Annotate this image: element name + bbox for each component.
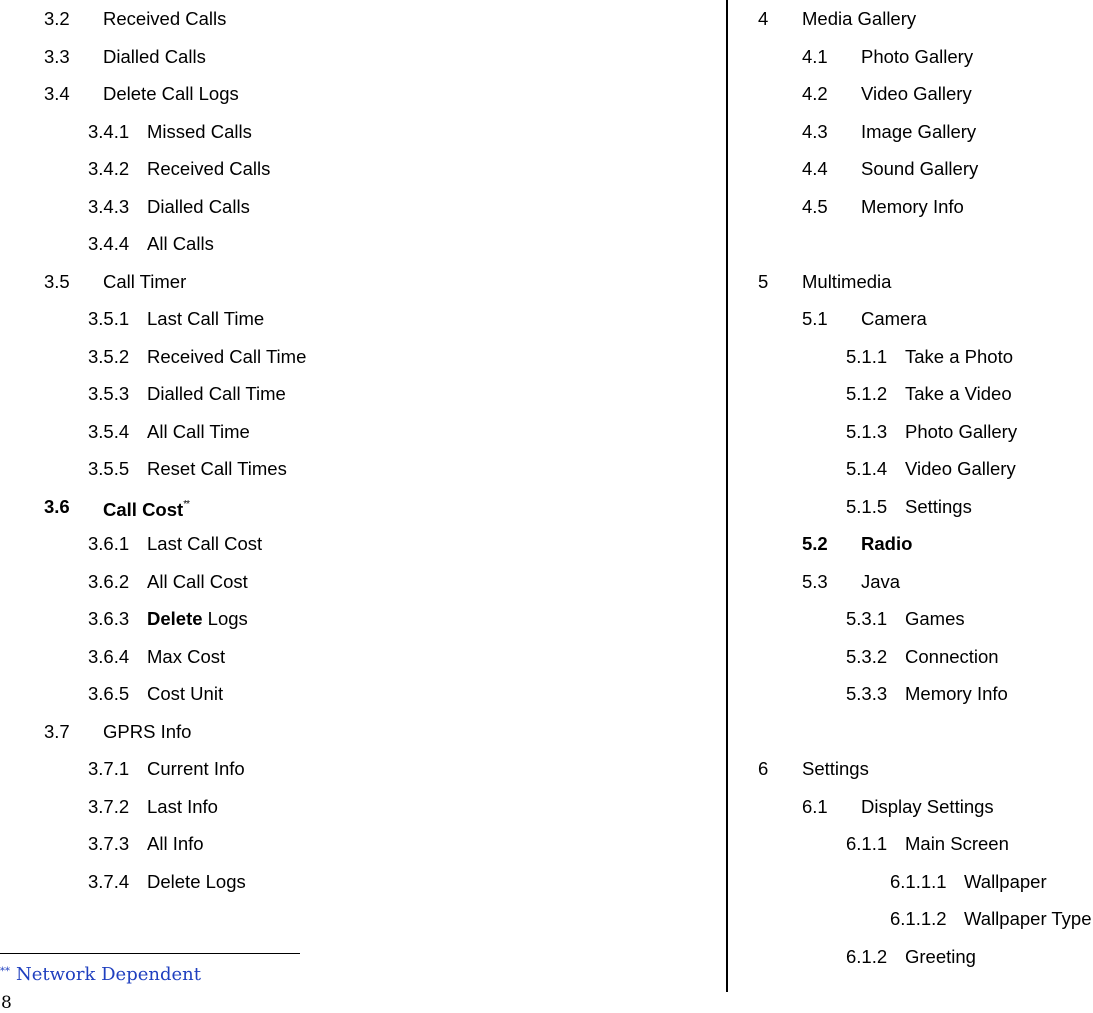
toc-entry-label-text: Max Cost (147, 645, 226, 667)
toc-entry-label (147, 608, 248, 630)
toc-entry-number: 6.1.1.1 (890, 870, 947, 892)
toc-entry-label-text: Last Info (147, 795, 218, 817)
toc-entry-label-text: All Info (147, 833, 204, 854)
toc-entry-label (147, 758, 245, 780)
toc-entry-label-text: Camera (861, 308, 927, 329)
toc-entry-number: 5.3.2 (846, 645, 888, 667)
toc-entry-label-emphasis: Delete (147, 608, 203, 629)
toc-entry-label-text: Last Call Cost (147, 533, 263, 554)
toc-entry-label (905, 833, 1009, 855)
toc-entry-label-text: All Call Time (147, 420, 250, 442)
toc-entry-label-text: Connection (905, 645, 999, 667)
toc-entry-label-text: Received Call Time (147, 345, 307, 367)
toc-entry-label (802, 8, 916, 30)
toc-entry-number: 3.5.4 (88, 420, 130, 442)
toc-entry-label (905, 608, 965, 630)
toc-entry-label (861, 796, 994, 818)
toc-entry-label (861, 83, 972, 105)
toc-entry-number: 5.1.2 (846, 383, 888, 404)
toc-entry-label-text: Image Gallery (861, 120, 977, 142)
toc-entry-number: 5.3.1 (846, 608, 888, 629)
toc-entry-number: 3.5.1 (88, 308, 130, 329)
toc-entry-label-text: Last Call Time (147, 308, 265, 329)
toc-entry-number: 4.3 (802, 120, 828, 142)
toc-entry-label-text: Delete Call Logs (103, 83, 239, 104)
toc-entry-label (964, 908, 1092, 930)
toc-entry-label (905, 683, 1008, 705)
toc-entry-label (103, 83, 239, 105)
toc-entry-label (802, 271, 891, 293)
toc-entry-number: 3.7.4 (88, 870, 130, 892)
toc-entry-label-text: Received Calls (103, 8, 227, 29)
toc-entry-label (147, 796, 218, 818)
toc-entry-label (147, 158, 270, 180)
toc-entry-number: 3.7.1 (88, 758, 130, 779)
toc-entry-number: 3.7.2 (88, 795, 130, 817)
toc-entry-number: 6.1 (802, 795, 828, 817)
toc-entry-label (861, 308, 927, 330)
toc-entry-number: 5.2 (802, 533, 828, 554)
toc-entry-number: 3.6.5 (88, 683, 130, 704)
toc-entry-number: 4.2 (802, 83, 828, 104)
toc-entry-number: 4.4 (802, 158, 828, 179)
toc-entry-number: 3.4.1 (88, 120, 130, 142)
toc-entry-number: 3.4.2 (88, 158, 130, 179)
toc-entry-label (147, 421, 250, 443)
toc-entry-label (147, 833, 204, 855)
toc-entry-number: 3.6 (44, 495, 70, 517)
toc-entry-label-text: Call Timer (103, 270, 187, 292)
toc-entry-number: 5.3 (802, 570, 828, 592)
toc-entry-label (147, 196, 250, 218)
toc-entry-number: 3.3 (44, 45, 70, 67)
toc-entry-label-text: Dialled Calls (147, 195, 250, 217)
toc-entry-label-text: Photo Gallery (861, 45, 974, 67)
toc-entry-label (147, 346, 306, 368)
toc-entry-label (147, 683, 223, 705)
toc-entry-label-text: Memory Info (905, 683, 1008, 704)
toc-entry-label-text: Java (861, 570, 901, 592)
toc-entry-label (905, 421, 1017, 443)
toc-entry-label-text: Missed Calls (147, 120, 252, 142)
toc-entry-label (147, 533, 262, 555)
toc-entry-label (103, 496, 189, 521)
toc-entry-number: 5.1.3 (846, 420, 888, 442)
toc-entry-label (861, 121, 976, 143)
toc-entry-number: 3.5 (44, 270, 70, 292)
toc-entry-label (147, 121, 252, 143)
toc-entry-label-text: Games (905, 608, 965, 629)
toc-entry-label (861, 533, 912, 555)
toc-entry-label (103, 721, 191, 743)
toc-entry-label (861, 46, 973, 68)
toc-entry-number: 3.7 (44, 720, 70, 742)
toc-entry-number: 3.7.3 (88, 833, 130, 854)
toc-entry-number: 3.6.4 (88, 645, 130, 667)
toc-entry-label-text: Wallpaper (964, 870, 1047, 892)
toc-entry-label-text: Settings (802, 758, 869, 779)
toc-entry-label-text: GPRS Info (103, 720, 192, 742)
toc-entry-number: 3.5.5 (88, 458, 130, 479)
toc-entry-label (103, 271, 186, 293)
toc-right-column (728, 0, 1093, 1012)
page-number: 8 (1, 993, 12, 1013)
toc-entry-label-text: Video Gallery (905, 458, 1016, 479)
toc-entry-label (905, 458, 1016, 480)
toc-entry-label-text: Take a Photo (905, 345, 1013, 367)
toc-entry-label (964, 871, 1047, 893)
toc-entry-label-text: Reset Call Times (147, 458, 287, 479)
toc-entry-label (861, 158, 978, 180)
toc-entry-number: 3.4.4 (88, 233, 130, 254)
toc-entry-number: 6.1.2 (846, 945, 888, 967)
toc-entry-label-text: Video Gallery (861, 83, 972, 104)
toc-entry-label (861, 196, 964, 218)
toc-entry-label-text: Media Gallery (802, 8, 917, 29)
toc-entry-number: 3.4 (44, 83, 70, 104)
toc-entry-label (147, 233, 214, 255)
toc-entry-label (147, 383, 286, 405)
toc-entry-number: 3.5.3 (88, 383, 130, 404)
toc-entry-label-text: Wallpaper Type (964, 908, 1092, 929)
toc-entry-label (802, 758, 869, 780)
toc-entry-label-text: Cost Unit (147, 683, 224, 704)
toc-entry-label-text: Display Settings (861, 795, 994, 817)
toc-entry-number: 4 (758, 8, 769, 29)
toc-entry-label-text: Delete Logs (147, 870, 246, 892)
toc-entry-label (147, 871, 246, 893)
toc-entry-number: 3.5.2 (88, 345, 130, 367)
toc-entry-label-text: Received Calls (147, 158, 271, 179)
toc-entry-label (905, 646, 999, 668)
toc-entry-label (861, 571, 900, 593)
toc-entry-label (905, 946, 976, 968)
toc-entry-number: 5.3.3 (846, 683, 888, 704)
toc-entry-number: 5.1.4 (846, 458, 888, 479)
footnote (0, 964, 201, 985)
toc-entry-number: 5.1.1 (846, 345, 888, 367)
toc-entry-number: 6 (758, 758, 769, 779)
toc-entry-number: 3.6.3 (88, 608, 130, 629)
toc-entry-label (905, 496, 972, 518)
footnote-rule (0, 953, 300, 954)
toc-entry-label-text: All Call Cost (147, 570, 248, 592)
toc-entry-label-text: Current Info (147, 758, 245, 779)
toc-entry-label-rest: Logs (202, 608, 248, 629)
toc-entry-label-text: Greeting (905, 945, 976, 967)
toc-entry-label-text: Sound Gallery (861, 158, 979, 179)
toc-entry-number: 5 (758, 270, 769, 292)
toc-entry-label-text: All Calls (147, 233, 214, 254)
toc-entry-label (147, 458, 287, 480)
toc-entry-number: 3.6.2 (88, 570, 130, 592)
toc-entry-label-text: Radio (861, 533, 913, 554)
toc-entry-label (905, 383, 1012, 405)
toc-entry-number: 3.6.1 (88, 533, 130, 554)
toc-entry-label-text: Multimedia (802, 270, 892, 292)
toc-entry-number: 5.1 (802, 308, 828, 329)
toc-entry-label-text: Memory Info (861, 195, 964, 217)
toc-entry-label-text: Photo Gallery (905, 420, 1018, 442)
toc-entry-label-text: Settings (905, 495, 972, 517)
toc-entry-label (103, 46, 206, 68)
toc-entry-label-text: Call Cost (103, 498, 184, 520)
toc-entry-label (147, 571, 248, 593)
toc-entry-number: 3.2 (44, 8, 70, 29)
toc-entry-number: 5.1.5 (846, 495, 888, 517)
toc-entry-number: 3.4.3 (88, 195, 130, 217)
toc-entry-number: 6.1.1.2 (890, 908, 947, 929)
toc-entry-label-text: Dialled Call Time (147, 383, 286, 404)
toc-entry-label (905, 346, 1013, 368)
toc-entry-label-text: Main Screen (905, 833, 1009, 854)
footnote-marker: ** (0, 966, 10, 977)
toc-entry-label (103, 8, 226, 30)
toc-entry-number: 4.1 (802, 45, 828, 67)
footnote-reference-marker: ** (183, 498, 189, 510)
footnote-text: Network Dependent (16, 964, 201, 985)
toc-entry-label-text: Dialled Calls (103, 45, 206, 67)
toc-entry-number: 6.1.1 (846, 833, 888, 854)
toc-entry-label (147, 308, 264, 330)
toc-entry-label (147, 646, 225, 668)
toc-entry-label-text: Take a Video (905, 383, 1012, 404)
toc-entry-number: 4.5 (802, 195, 828, 217)
